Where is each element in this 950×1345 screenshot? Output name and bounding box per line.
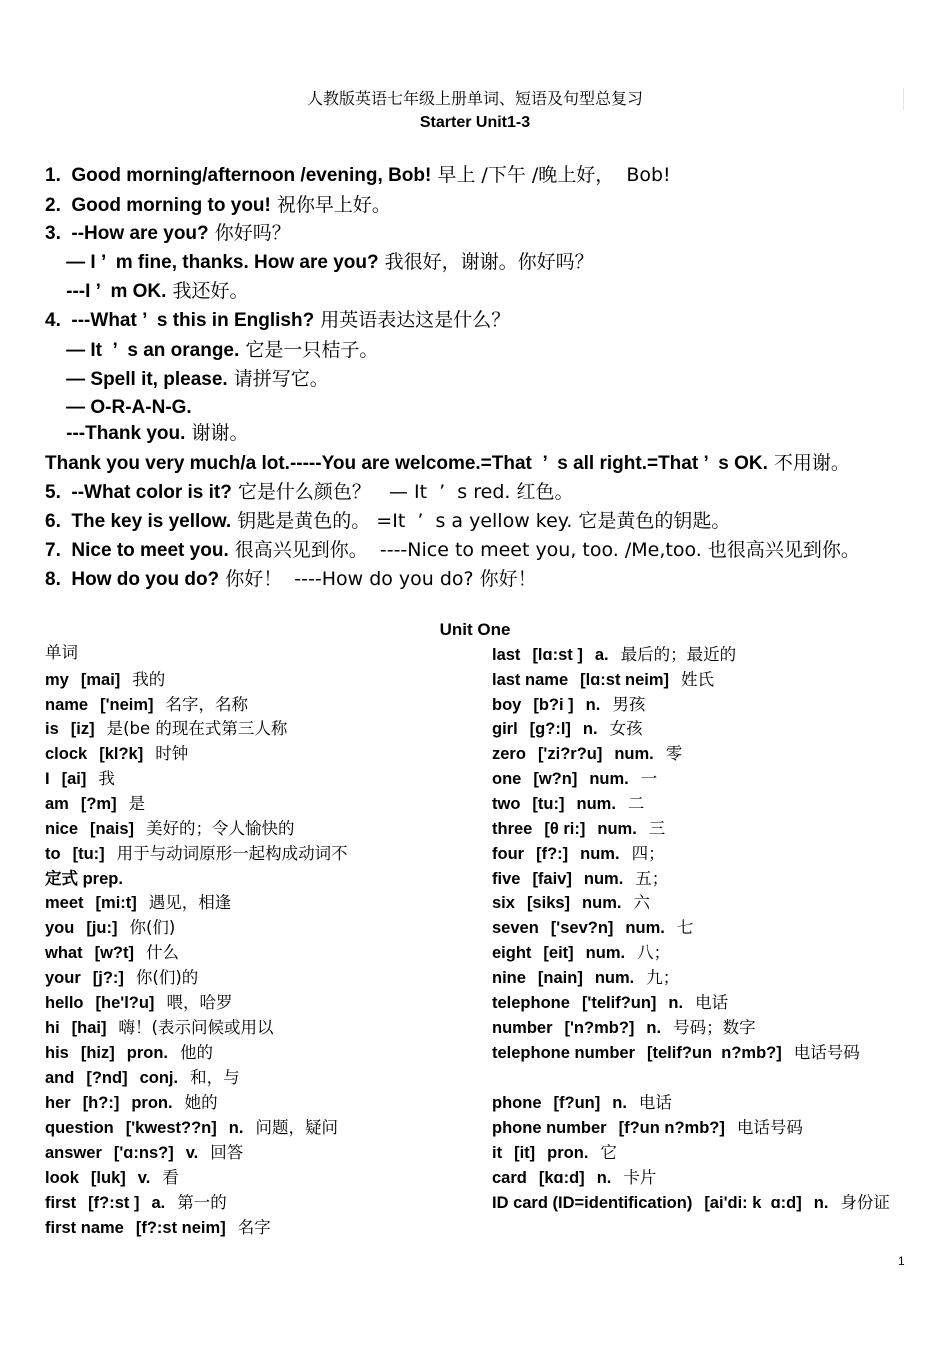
vocab-entry	[45, 1067, 465, 1089]
vocab-phonetic: ['kwest??n]	[125, 1119, 217, 1137]
vocab-meaning: 三	[648, 819, 666, 838]
vocab-meaning: 美好的；令人愉快的	[146, 819, 295, 838]
vocab-phonetic: [lɑ:st neim]	[580, 671, 670, 689]
vocab-word: four	[492, 845, 525, 863]
vocab-word: his	[45, 1044, 69, 1062]
vocab-pos: n.	[612, 1094, 627, 1112]
vocab-entry	[492, 1017, 912, 1039]
vocab-meaning: 八；	[637, 943, 671, 962]
vocab-entry	[492, 1042, 904, 1064]
dialogue-chinese: 用英语表达这是什么？	[320, 309, 511, 331]
vocab-meaning: 她的	[184, 1093, 218, 1112]
vocab-entry	[492, 942, 912, 964]
vocab-meaning: 是(be 的现在式第三人称	[106, 719, 288, 738]
vocab-entry	[492, 1142, 912, 1164]
vocab-phonetic: [?m]	[80, 795, 117, 813]
vocab-phonetic: [kɑ:d]	[538, 1169, 585, 1187]
vocab-entry	[45, 793, 465, 815]
vocab-pos: num.	[582, 894, 622, 912]
vocab-meaning: 身份证	[840, 1193, 890, 1212]
dialogue-line	[45, 395, 925, 420]
vocab-phonetic: [faiv]	[532, 870, 572, 888]
vocab-phonetic: [f?:]	[536, 845, 569, 863]
vocab-phonetic: [siks]	[526, 894, 571, 912]
vocab-meaning: 第一的	[177, 1193, 227, 1212]
dialogue-chinese: 我还好。	[172, 280, 249, 302]
dialogue-chinese: 早上 /下午 /晚上好， Bob!	[437, 164, 671, 186]
dialogue-english: 4. ---What ’ s this in English?	[45, 310, 315, 331]
dialogue-english: — It ’ s an orange.	[45, 340, 240, 361]
dialogue-chinese: 祝你早上好。	[276, 194, 391, 216]
dialogue-chinese: 不用谢。	[773, 452, 850, 474]
vocab-phonetic: [hai]	[71, 1019, 107, 1037]
vocab-word: to	[45, 845, 61, 863]
vocab-phonetic: [tu:]	[532, 795, 565, 813]
vocab-meaning: 什么	[146, 943, 179, 962]
vocab-pos: a.	[151, 1194, 166, 1212]
dialogue-english: — I ’ m fine, thanks. How are you?	[45, 252, 379, 273]
vocab-meaning: 看	[162, 1168, 179, 1187]
unit-title: Unit One	[439, 620, 511, 639]
dialogue-line	[45, 308, 925, 333]
vocab-entry	[492, 669, 912, 691]
vocab-meaning: 电话号码	[793, 1043, 860, 1062]
vocab-phonetic: [g?:l]	[529, 720, 571, 738]
vocab-meaning: 号码；数字	[673, 1018, 756, 1037]
vocab-phonetic: [he'l?u]	[95, 994, 155, 1012]
vocab-entry	[45, 1117, 465, 1139]
dialogue-english: 7. Nice to meet you.	[45, 540, 229, 561]
vocab-pos: num.	[625, 919, 665, 937]
vocab-phonetic: [f?:st neim]	[135, 1219, 226, 1237]
vocab-phonetic: [ju:]	[86, 919, 118, 937]
dialogue-english: — O-R-A-N-G.	[45, 397, 192, 418]
vocab-meaning: 电话	[638, 1093, 672, 1112]
vocab-entry	[492, 818, 912, 840]
vocab-phonetic: [ai'di: k ɑ:d]	[704, 1194, 802, 1212]
dialogue-english: 2. Good morning to you!	[45, 195, 271, 216]
vocab-entry	[45, 843, 465, 865]
vocab-word: five	[492, 870, 521, 888]
vocab-phonetic: [j?:]	[92, 969, 124, 987]
vocab-word: clock	[45, 745, 88, 763]
vocab-entry	[492, 892, 912, 914]
vocab-entry	[492, 644, 912, 666]
vocab-phonetic: [h?:]	[82, 1094, 120, 1112]
vocab-entry	[45, 768, 465, 790]
vocab-meaning: 回答	[210, 1143, 244, 1162]
dialogue-line	[45, 451, 925, 476]
vocab-meaning: 你(们)	[129, 918, 176, 937]
vocab-entry	[492, 843, 912, 865]
vocab-meaning: 它	[600, 1143, 617, 1162]
dialogue-english: 1. Good morning/afternoon /evening, Bob!	[45, 165, 432, 186]
dialogue-chinese: 你好吗？	[214, 222, 291, 244]
vocab-phonetic: ['telif?un]	[581, 994, 657, 1012]
dialogue-line	[45, 193, 925, 218]
vocab-entry	[492, 694, 912, 716]
vocab-word: ID card (ID=identification)	[492, 1194, 693, 1212]
vocab-pos: n.	[668, 994, 684, 1012]
vocab-entry	[492, 793, 912, 815]
vocab-word: what	[45, 944, 83, 962]
vocab-meaning: 四；	[631, 844, 665, 863]
vocab-entry	[45, 1092, 465, 1114]
dialogue-line	[45, 538, 925, 563]
vocab-word: am	[45, 795, 69, 813]
vocab-phonetic: [tu:]	[72, 845, 105, 863]
vocab-entry	[45, 1142, 465, 1164]
vocab-pos: pron.	[126, 1044, 168, 1062]
vocab-meaning: 遇见，相逢	[148, 893, 232, 912]
vocab-entry	[45, 1192, 465, 1214]
vocab-word: one	[492, 770, 522, 788]
vocab-meaning: 嗨！(表示问候或用以	[118, 1018, 274, 1037]
vocab-entry	[45, 992, 465, 1014]
vocab-entry	[492, 868, 912, 890]
vocab-pos: conj.	[139, 1069, 179, 1087]
dialogue-english: Thank you very much/a lot.-----You are welcome.=That ’ s all right.=That ’ s OK.	[45, 453, 768, 474]
dialogue-line	[45, 567, 925, 592]
document-subtitle: Starter Unit1-3	[419, 114, 531, 131]
vocab-meaning: 用于与动词原形一起构成动词不	[116, 844, 348, 863]
vocab-entry	[45, 942, 465, 964]
vocab-pos: num.	[576, 795, 616, 813]
dialogue-english: 3. --How are you?	[45, 223, 209, 244]
vocab-word: hello	[45, 994, 84, 1012]
dialogue-english: 5. --What color is it?	[45, 482, 232, 503]
vocab-meaning: 最后的；最近的	[620, 645, 737, 664]
vocab-meaning: 我的	[132, 670, 166, 689]
vocab-pos: n.	[585, 696, 601, 714]
vocab-pos: num.	[614, 745, 654, 763]
dialogue-chinese: 钥匙是黄色的。 =It ’ s a yellow key. 它是黄色的钥匙。	[237, 510, 731, 532]
vocab-pos: num.	[583, 870, 624, 888]
dialogue-chinese: 你好！ ----How do you do? 你好！	[225, 568, 537, 590]
vocab-phonetic: [ai]	[61, 770, 87, 788]
vocab-phonetic: [eit]	[543, 944, 574, 962]
vocab-word: first	[45, 1194, 77, 1212]
dialogue-english: — Spell it, please.	[45, 369, 228, 390]
vocab-entry	[492, 1167, 912, 1189]
vocab-entry	[45, 917, 465, 939]
vocab-word: it	[492, 1144, 503, 1162]
vocab-word: seven	[492, 919, 539, 937]
dialogue-english: 8. How do you do?	[45, 569, 220, 590]
vocab-entry	[492, 917, 912, 939]
vocab-phonetic: ['zi?r?u]	[537, 745, 603, 763]
vocab-phonetic: ['ɑ:ns?]	[113, 1144, 174, 1162]
vocab-meaning: 时钟	[155, 744, 189, 763]
dialogue-line	[45, 421, 925, 446]
vocab-meaning: 零	[665, 744, 683, 763]
dialogue-line	[45, 509, 925, 534]
vocab-meaning: 喂，哈罗	[166, 993, 233, 1012]
vocab-meaning: 六	[633, 893, 650, 912]
vocab-word: your	[45, 969, 81, 987]
vocab-pos: num.	[589, 770, 629, 788]
vocab-entry	[45, 1217, 465, 1239]
vocab-phonetic: [mi:t]	[95, 894, 137, 912]
vocab-entry	[45, 1042, 465, 1064]
dialogue-english: ---I ’ m OK.	[45, 281, 167, 302]
vocab-pos: n.	[596, 1169, 612, 1187]
vocab-word: phone number	[492, 1119, 607, 1137]
document-title: 人教版英语七年级上册单词、短语及句型总复习	[306, 89, 643, 108]
vocab-meaning: 他的	[180, 1043, 213, 1062]
vocab-meaning: 电话号码	[736, 1118, 803, 1137]
vocab-phonetic: [b?i ]	[533, 696, 574, 714]
vocab-entry	[45, 743, 465, 765]
vocab-phonetic: [it]	[514, 1144, 536, 1162]
dialogue-chinese: 它是什么颜色？ — It ’ s red. 红色。	[237, 481, 574, 503]
vocab-phonetic: [iz]	[70, 720, 95, 738]
dialogue-chinese: 请拼写它。	[233, 368, 329, 390]
vocab-word: phone	[492, 1094, 542, 1112]
vocab-phonetic: [nais]	[90, 820, 135, 838]
vocab-word: look	[45, 1169, 79, 1187]
vocab-phonetic: [w?n]	[533, 770, 578, 788]
dialogue-chinese: 谢谢。	[191, 422, 249, 444]
vocab-phonetic: ['neim]	[100, 696, 154, 714]
vocab-word: answer	[45, 1144, 102, 1162]
vocab-pos: a.	[594, 646, 609, 664]
vocab-meaning: 男孩	[612, 695, 646, 714]
vocab-entry	[45, 1017, 465, 1039]
vocab-phonetic: [nain]	[537, 969, 583, 987]
vocab-pos: v.	[137, 1169, 151, 1187]
vocab-phonetic: [kl?k]	[99, 745, 144, 763]
vocab-pos: n.	[646, 1019, 662, 1037]
vocab-entry	[45, 694, 465, 716]
vocab-word: 定式 prep.	[45, 870, 123, 888]
vocab-meaning: 我	[98, 769, 115, 788]
vocab-meaning: 九；	[646, 968, 680, 987]
vocab-pos: n.	[813, 1194, 829, 1212]
vocab-word: girl	[492, 720, 518, 738]
vocab-word: my	[45, 671, 69, 689]
vocab-phonetic: [lɑ:st ]	[532, 646, 583, 664]
vocab-word: question	[45, 1119, 114, 1137]
vocab-phonetic: [telif?un n?mb?]	[647, 1044, 782, 1062]
vocab-word: hi	[45, 1019, 60, 1037]
vocab-word: her	[45, 1094, 71, 1112]
vocab-pos: n.	[228, 1119, 244, 1137]
vocab-word: eight	[492, 944, 532, 962]
dialogue-line	[45, 250, 925, 275]
vocab-word: six	[492, 894, 515, 912]
vocab-meaning: 名字，名称	[165, 695, 249, 714]
vocab-word: number	[492, 1019, 553, 1037]
vocab-entry	[492, 718, 912, 740]
vocab-word: three	[492, 820, 533, 838]
vocab-entry	[45, 669, 465, 691]
vocab-phonetic: [f?un n?mb?]	[618, 1119, 725, 1137]
dialogue-line	[45, 338, 925, 363]
vocab-word: I	[45, 770, 50, 788]
vocab-meaning: 姓氏	[681, 670, 715, 689]
vocab-phonetic: [?nd]	[86, 1069, 128, 1087]
dialogue-chinese: 它是一只桔子。	[245, 339, 379, 361]
vocab-word: nice	[45, 820, 79, 838]
vocab-word: name	[45, 696, 89, 714]
vocab-pos: num.	[585, 944, 626, 962]
vocab-pos: num.	[580, 845, 620, 863]
vocab-meaning: 你(们)的	[135, 968, 199, 987]
vocab-word: and	[45, 1069, 75, 1087]
vocab-phonetic: [f?un]	[553, 1094, 601, 1112]
vocab-word: two	[492, 795, 521, 813]
vocab-meaning: 名字	[237, 1218, 271, 1237]
vocab-word: boy	[492, 696, 522, 714]
vocab-word: first name	[45, 1219, 124, 1237]
vocab-entry	[492, 992, 912, 1014]
vocab-meaning: 七	[676, 918, 694, 937]
vocab-meaning: 问题，疑问	[255, 1118, 338, 1137]
vocab-entry	[492, 1092, 912, 1114]
dialogue-line	[45, 163, 925, 188]
vocab-phonetic: [mai]	[80, 671, 121, 689]
vocab-meaning: 二	[627, 794, 645, 813]
vocab-phonetic: [w?t]	[94, 944, 134, 962]
vocab-meaning: 卡片	[623, 1168, 657, 1187]
vocab-meaning: 五；	[635, 869, 669, 888]
dialogue-line	[45, 367, 925, 392]
vocab-entry	[45, 892, 465, 914]
vocab-entry	[492, 1117, 912, 1139]
vocab-phonetic: [luk]	[90, 1169, 126, 1187]
vocab-meaning: 是	[128, 794, 146, 813]
dialogue-line	[45, 221, 925, 246]
vocab-entry	[45, 818, 465, 840]
vocab-pos: v.	[185, 1144, 199, 1162]
vocab-phonetic: [hiz]	[80, 1044, 115, 1062]
vocab-word: zero	[492, 745, 526, 763]
vocab-entry	[492, 768, 912, 790]
vocab-word: nine	[492, 969, 526, 987]
vocab-word: telephone number	[492, 1044, 636, 1062]
vocab-pos: num.	[597, 820, 637, 838]
vocab-word: last name	[492, 671, 569, 689]
vocab-meaning: 和，与	[190, 1068, 240, 1087]
vocab-entry	[492, 967, 912, 989]
section-label: 单词	[45, 643, 78, 662]
vocab-entry	[45, 868, 465, 890]
vocab-word: card	[492, 1169, 527, 1187]
vocab-word: is	[45, 720, 59, 738]
vocab-word: meet	[45, 894, 84, 912]
vocab-word: you	[45, 919, 75, 937]
vocab-phonetic: ['sev?n]	[550, 919, 614, 937]
vocab-pos: n.	[582, 720, 598, 738]
vocab-pos: num.	[594, 969, 635, 987]
vocab-phonetic: [f?:st ]	[88, 1194, 140, 1212]
page-number: 1	[898, 1254, 905, 1268]
vocab-entry	[45, 718, 465, 740]
vocab-phonetic: [θ ri:]	[544, 820, 586, 838]
dialogue-chinese: 我很好，谢谢。你好吗？	[384, 251, 594, 273]
vocab-pos: pron.	[131, 1094, 173, 1112]
dialogue-english: 6. The key is yellow.	[45, 511, 232, 532]
vocab-entry	[45, 1167, 465, 1189]
vocab-word: telephone	[492, 994, 570, 1012]
vocab-entry	[492, 1192, 904, 1214]
dialogue-chinese: 很高兴见到你。 ----Nice to meet you, too. /Me,too. 也很高兴见到你。	[234, 539, 860, 561]
vocab-word: last	[492, 646, 521, 664]
vocab-entry	[45, 967, 465, 989]
vocab-entry	[492, 743, 912, 765]
dialogue-line	[45, 480, 925, 505]
dialogue-line	[45, 279, 925, 304]
vocab-meaning: 一	[640, 769, 658, 788]
vocab-meaning: 电话	[695, 993, 729, 1012]
vocab-pos: pron.	[547, 1144, 589, 1162]
dialogue-english: ---Thank you.	[45, 423, 186, 444]
vocab-phonetic: ['n?mb?]	[564, 1019, 635, 1037]
vocab-meaning: 女孩	[609, 719, 643, 738]
